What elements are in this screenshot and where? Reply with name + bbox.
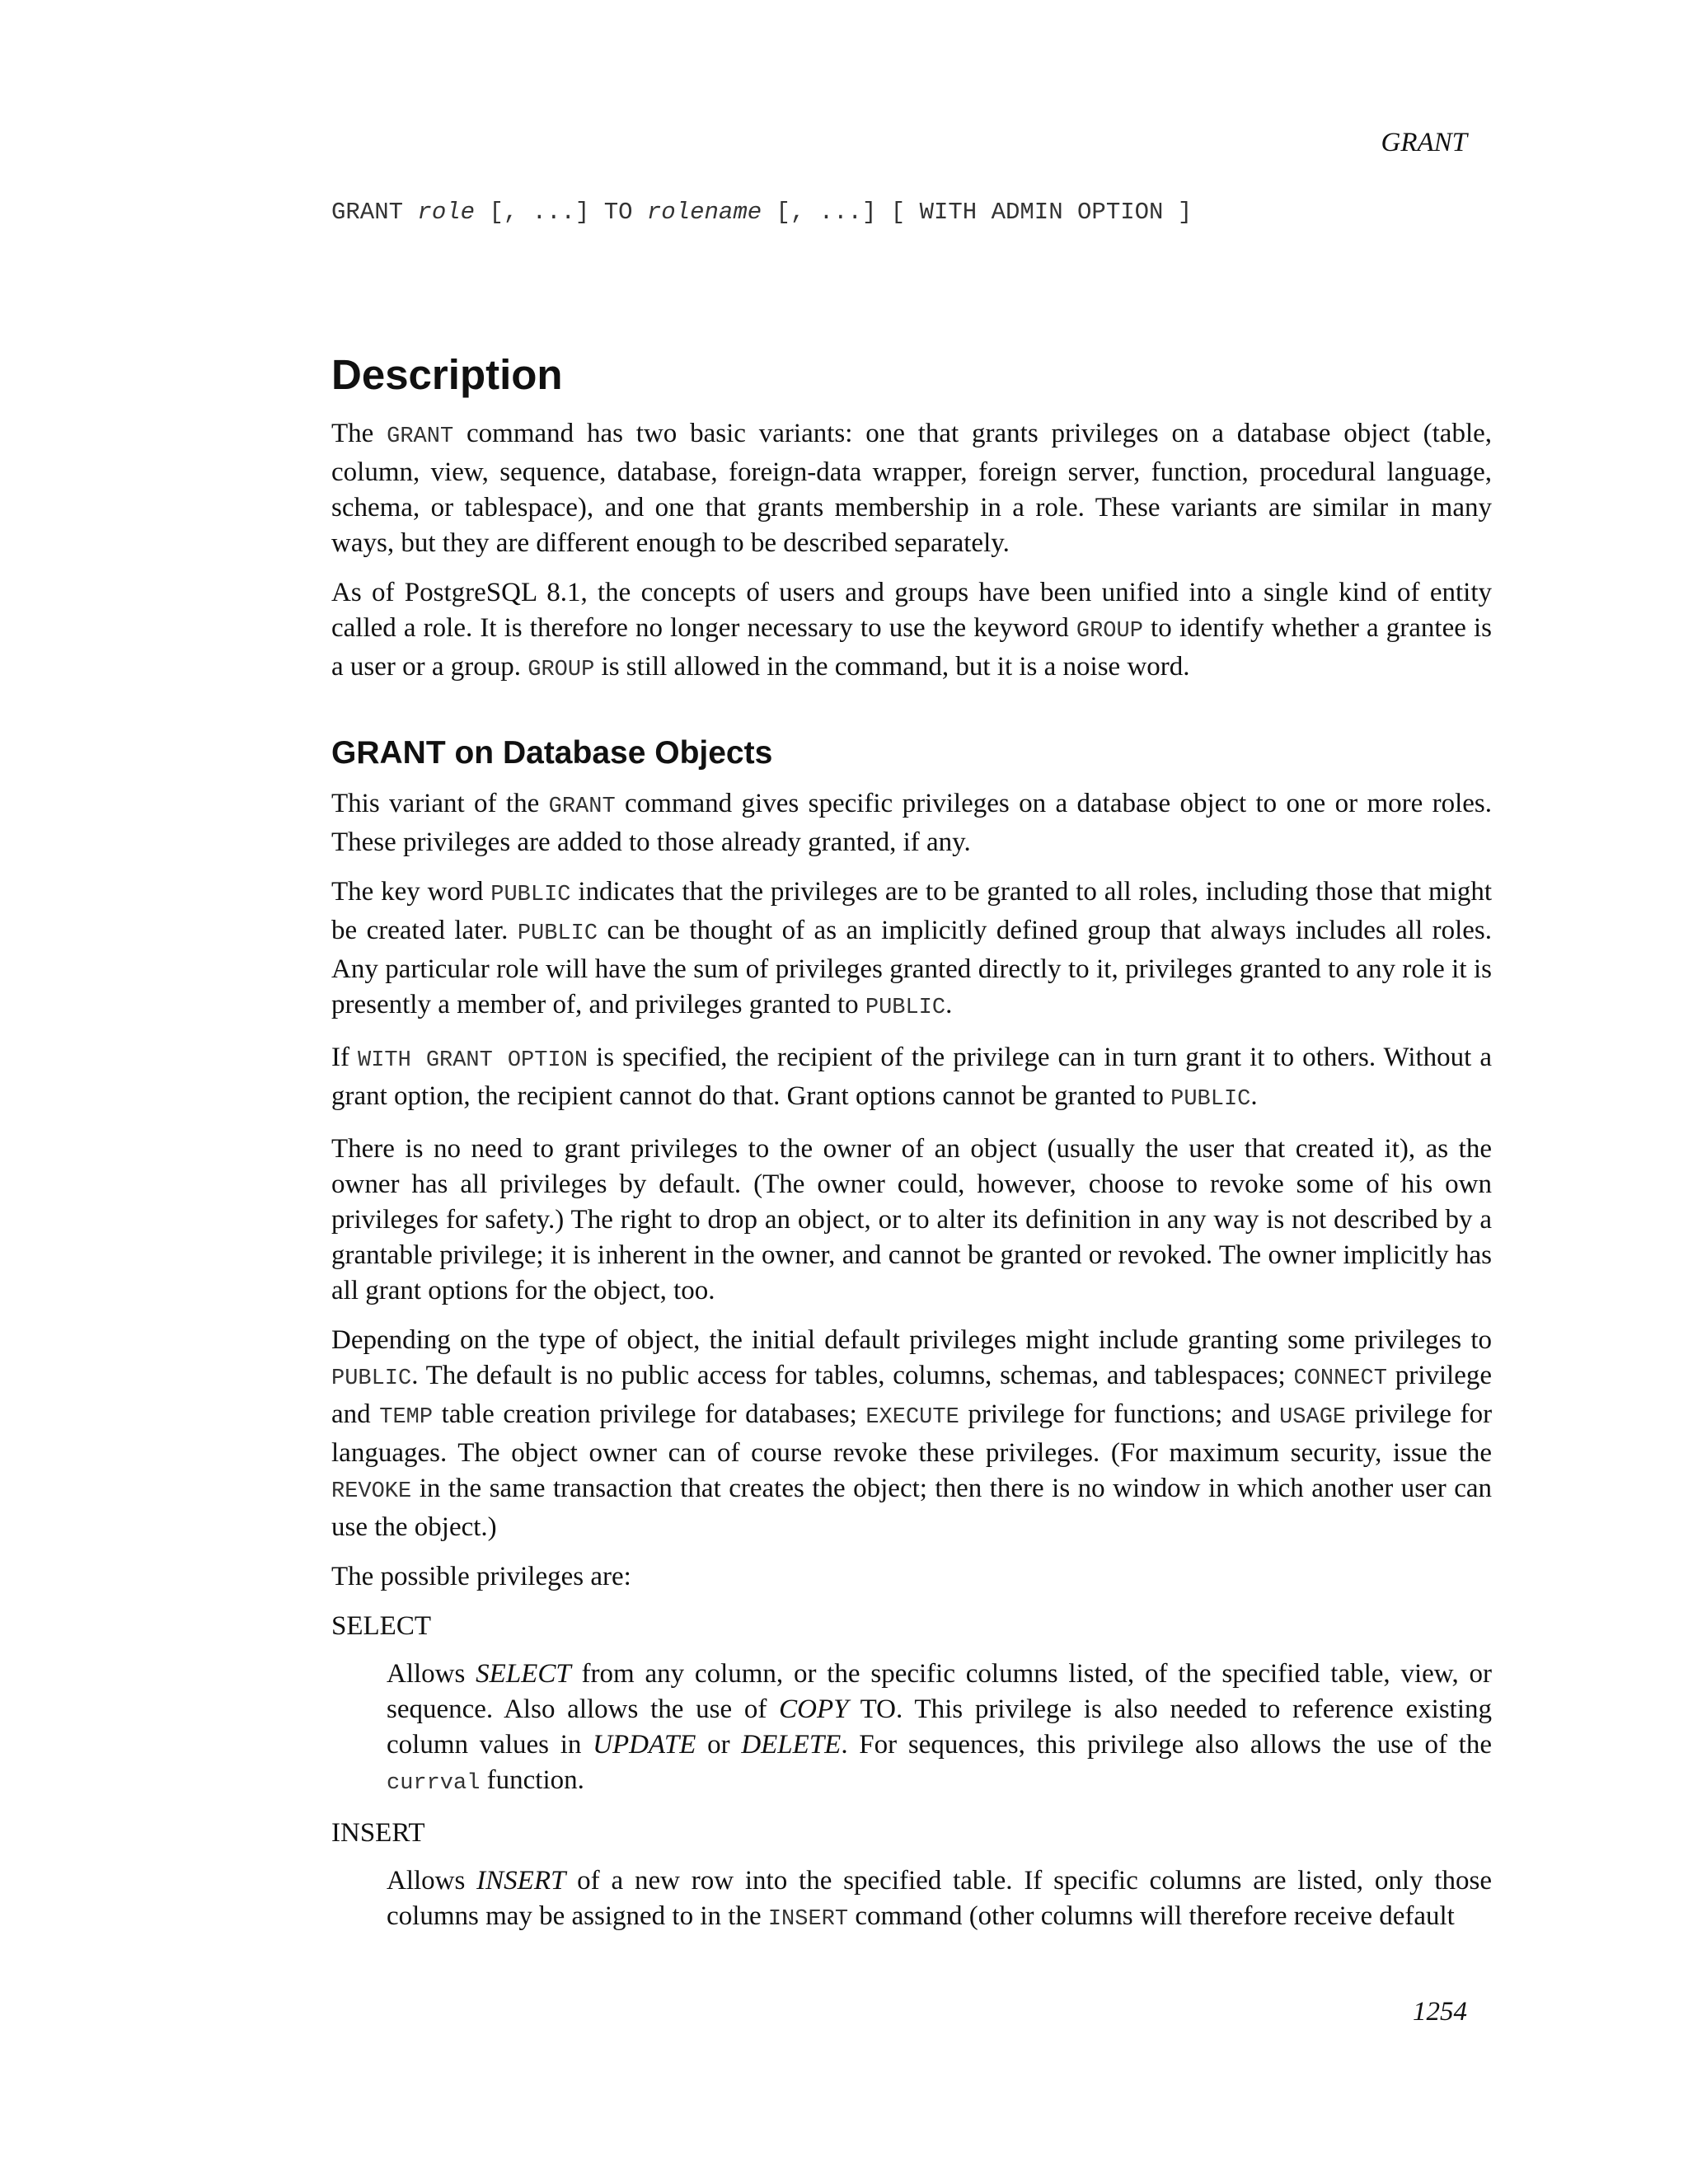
grant-objects-heading: GRANT on Database Objects [331, 735, 773, 771]
description-heading: Description [331, 351, 563, 398]
grant-objects-paragraph-1: This variant of the GRANT command gives specific privileges on a database object to one or more roles. These privileges are added to those already granted, if any. [331, 788, 1493, 857]
grant-objects-paragraph-5: Depending on the type of object, the initial default privileges might include granting some privileges to PUBLIC. The default is no public access for tables, columns, schemas, and tablespaces; CONNECT privilege and TEMP table creation privilege for databases; EXECUTE privilege for functions; and USAGE privilege for languages. The object owner can of course revoke these privileges. (For maximum security, issue the REVOKE in the same transaction that creates the object; then there is no window in which another user can use the object.) [331, 1324, 1493, 1542]
page-content [331, 194, 1492, 1938]
description-paragraph-2: As of PostgreSQL 8.1, the concepts of users and groups have been unified into a single kind of entity called a role. It is therefore no longer necessary to use the keyword GROUP to identify whether a grantee is a user or a group. GROUP is still allowed in the command, but it is a noise word. [331, 578, 1493, 683]
command-synopsis: GRANT role [, ...] TO rolename [, ...] [ WITH ADMIN OPTION ] [331, 199, 1193, 226]
grant-objects-paragraph-2: The key word PUBLIC indicates that the privileges are to be granted to all roles, including those that might be created later. PUBLIC can be thought of as an implicitly defined group that always includes all roles. Any particular role will have the sum of privileges granted directly to it, privileges granted to any role it is presently a member of, and privileges granted to PUBLIC. [331, 876, 1492, 1020]
privilege-definition-insert: Allows INSERT of a new row into the specified table. If specific columns are listed, only those columns may be assigned to in the INSERT command (other columns will therefore receive default [387, 1865, 1493, 1932]
grant-objects-paragraph-3: If WITH GRANT OPTION is specified, the recipient of the privilege can in turn grant it to others. Without a grant option, the recipient cannot do that. Grant options cannot be granted to PUBLIC. [331, 1042, 1493, 1112]
privilege-term-select: SELECT [331, 1610, 431, 1641]
running-header: GRANT [1381, 128, 1467, 157]
privilege-term-insert: INSERT [331, 1817, 425, 1848]
grant-objects-paragraph-6: The possible privileges are: [331, 1561, 631, 1591]
grant-objects-paragraph-4: There is no need to grant privileges to the owner of an object (usually the user that created it), as the owner has all privileges by default. (The owner could, however, choose to revoke some of his own privileges for safety.) The right to drop an object, or to alter its definition in any way is not described by a grantable privilege; it is inherent in the owner, and cannot be granted or revoked. The owner implicitly has all grant options for the object, too. [331, 1133, 1492, 1305]
privilege-definition-select: Allows SELECT from any column, or the specific columns listed, of the specified table, view, or sequence. Also allows the use of COPY TO. This privilege is also needed to reference existing column values in UPDATE or DELETE. For sequences, this privilege also allows the use of the currval function. [387, 1658, 1493, 1796]
page-number: 1254 [1413, 1997, 1467, 2027]
description-paragraph-1: The GRANT command has two basic variants: one that grants privileges on a database object (table, column, view, sequence, database, foreign-data wrapper, foreign server, function, procedural language, schema, or tablespace), and one that grants membership in a role. These variants are similar in many ways, but they are different enough to be described separately. [331, 419, 1493, 559]
